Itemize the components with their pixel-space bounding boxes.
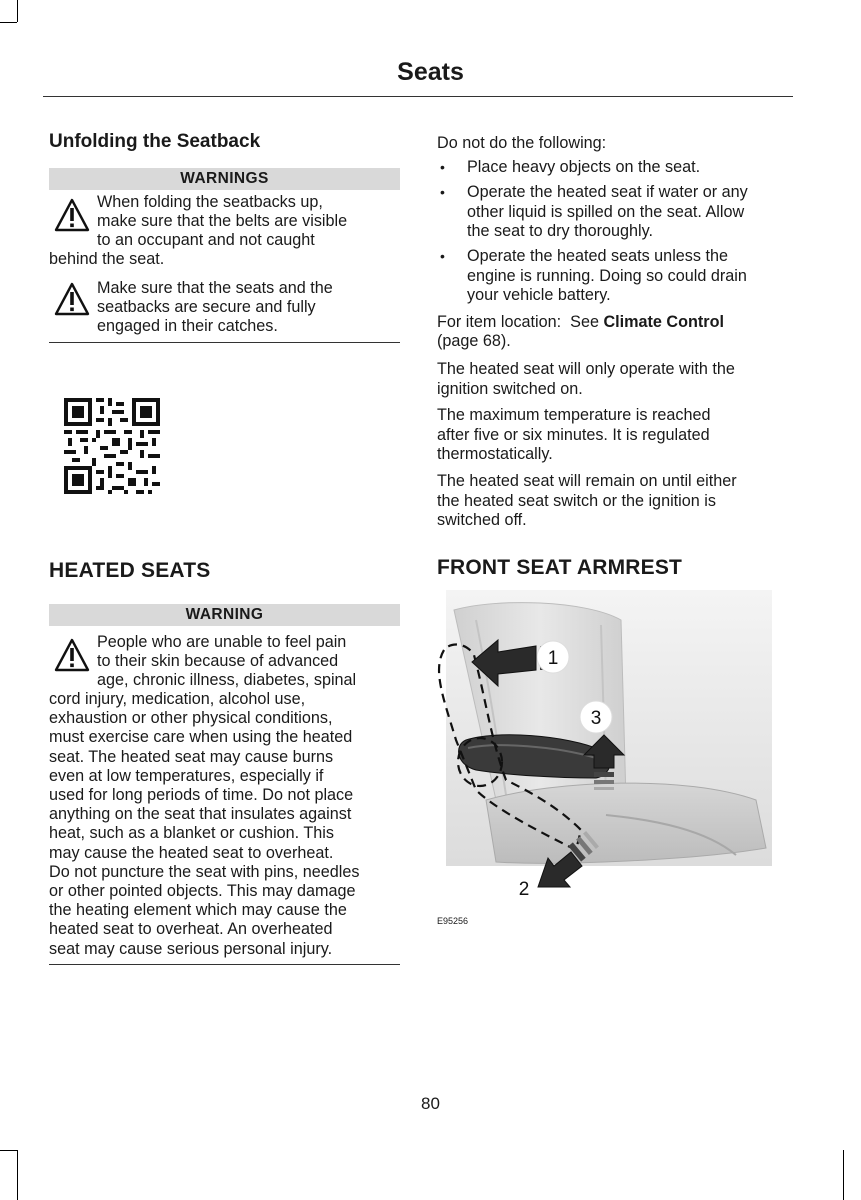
bullet-mark: • (440, 248, 445, 264)
warning-bar: WARNING (49, 604, 400, 626)
crop-mark (0, 22, 17, 23)
warning-text-continued: cord injury, medication, alcohol use, exhaustion or other physical conditions, must exercise care when using the heated seat. The heated seat may cause burns even at low temperatures, especially if used for long periods of time. Do not place anything on the seat that insulates against heat, such as a blanket or cushion. This may cause the heated seat to overheat. Do not puncture the seat with pins, needles or other pointed objects. This may damage the heating element which may cause the heated seat to overheat. An overheated seat may cause serious personal injury. (49, 690, 360, 958)
crop-mark (843, 1150, 844, 1200)
paragraph: The maximum temperature is reached after five or six minutes. It is regulated thermostatically. (437, 406, 711, 463)
location-text: For item location: See Climate Control (437, 313, 724, 331)
paragraph: The heated seat will remain on until either the heated seat switch or the ignition is switched off. (437, 472, 737, 529)
figure-code: E95256 (437, 916, 469, 926)
armrest-heading: FRONT SEAT ARMREST (437, 556, 683, 579)
intro-text: Do not do the following: (437, 134, 607, 152)
bullet-item: Place heavy objects on the seat. (467, 158, 701, 176)
paragraph: The heated seat will only operate with the ignition switched on. (437, 360, 735, 398)
crop-mark (0, 1150, 17, 1151)
location-page: (page 68). (437, 332, 511, 350)
warnings-bar: WARNINGS (49, 168, 400, 190)
seat-cushion (486, 783, 766, 863)
crop-mark (17, 0, 18, 22)
bullet-item: Operate the heated seats unless the engine is running. Doing so could drain your vehicle battery. (467, 247, 747, 304)
bullet-mark: • (440, 159, 445, 175)
climate-control-link[interactable]: Climate Control (603, 313, 724, 331)
callout-3-label: 3 (590, 708, 602, 729)
page-number: 80 (421, 1094, 440, 1113)
bullet-item: Operate the heated seat if water or any other liquid is spilled on the seat. Allow the seat to dry thoroughly. (467, 183, 748, 240)
warning-triangle-icon (54, 198, 90, 232)
crop-mark (17, 1150, 18, 1200)
callout-2-label: 2 (518, 879, 530, 900)
page-title: Seats (397, 58, 464, 86)
warning-text: People who are unable to feel pain to their skin because of advanced age, chronic illness, diabetes, spinal (97, 633, 357, 690)
title-divider (43, 96, 793, 97)
section-divider (49, 964, 400, 965)
armrest-illustration (436, 590, 776, 920)
section-divider (49, 342, 400, 343)
warning-triangle-icon (54, 282, 90, 316)
warning-text: Make sure that the seats and the seatbacks are secure and fully engaged in their catches. (97, 279, 333, 336)
qr-code (64, 398, 160, 494)
bullet-mark: • (440, 184, 445, 200)
heated-seats-heading: HEATED SEATS (49, 559, 211, 582)
warning-text-tail: behind the seat. (49, 250, 165, 268)
warning-triangle-icon (54, 638, 90, 672)
unfold-heading: Unfolding the Seatback (49, 131, 261, 152)
warning-text: When folding the seatbacks up, make sure that the belts are visible to an occupant and not caught (97, 193, 348, 250)
callout-1-label: 1 (547, 648, 559, 669)
